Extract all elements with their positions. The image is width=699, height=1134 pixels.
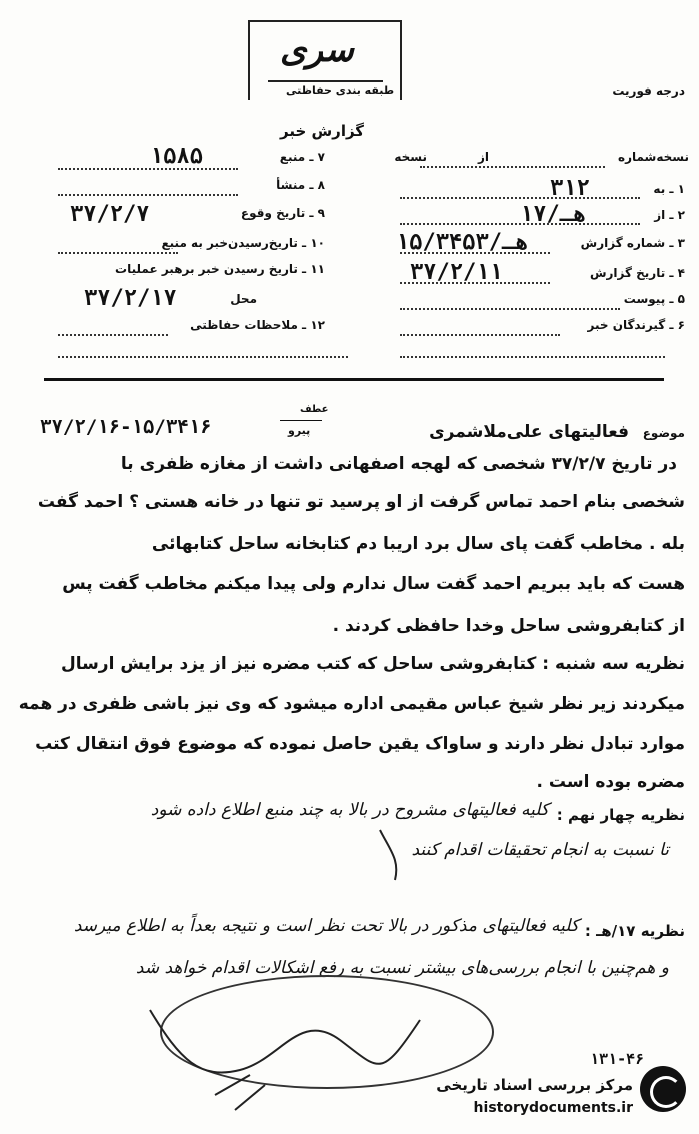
- field-location-label: محل: [230, 292, 257, 306]
- watermark-title: مرکز بررسی اسناد تاریخی: [436, 1076, 633, 1094]
- body-line-3: بله . مخاطب گفت پای سال برد اریبا دم کتابخانه ساحل کتابهائی: [151, 534, 685, 554]
- classification-label: طبقه بندی حفاظتی: [286, 84, 395, 97]
- opinion-five-label: نظریه ۱۷/هـ :: [584, 922, 685, 940]
- field-origin-label: ۸ ـ منشأ: [276, 178, 325, 192]
- copy-number-label: نسخه‌شماره: [618, 150, 689, 164]
- copy-label: نسخه: [394, 150, 427, 164]
- classification-stamp: [248, 20, 402, 100]
- subject-ref-bottom: پیرو: [288, 424, 311, 437]
- body-line-7: میکردند زیر نظر شیخ عباس مقیمی اداره میشود که وی نیز باشی ظفری در همه: [18, 694, 685, 714]
- field-to-label: ۱ ـ به: [653, 182, 685, 196]
- field-source-label: ۷ ـ منبع: [279, 150, 325, 164]
- priority-label: درجه فوریت: [612, 84, 685, 98]
- body-line-8: موارد تبادل نظر دارند و ساواک یقین حاصل نموده که موضوع فوق انتقال کتب: [35, 734, 685, 754]
- body-line-1: در تاریخ ۳۷/۲/۷ شخصی که لهجه اصفهانی داشت از مغازه ظفری با: [120, 454, 677, 474]
- body-line-6: نظریه سه شنبه : کتابفروشی ساحل که کتب مضره نیز از یزد برایش ارسال: [60, 654, 685, 674]
- classification-rule: [268, 80, 383, 82]
- copy-of-label: از: [477, 150, 489, 164]
- field-source-value: ۱۵۸۵: [150, 144, 203, 169]
- field-attachment-label: ۵ ـ پیوست: [623, 292, 685, 306]
- field-source-receipt-label: ۱۰ ـ تاریخ‌رسیدن‌خبر به منبع: [161, 236, 325, 250]
- field-security-remarks-label: ۱۲ ـ ملاحظات حفاظتی: [190, 318, 325, 332]
- body-line-5: از کتابفروشی ساحل وخدا حافظی کردند .: [332, 616, 685, 636]
- field-report-number-label: ۳ ـ شماره گزارش: [580, 236, 685, 250]
- subject-ref-value: ۳۷/۲/۱۶-۱۵/۳۴۱۶: [40, 416, 212, 438]
- field-to-value: ۳۱۲: [550, 176, 590, 201]
- field-event-date-value: ۳۷/۲/۷: [70, 202, 150, 227]
- field-operation-receipt-label: ۱۱ ـ تاریخ رسیدن خبر برهبر عملیات: [115, 262, 325, 276]
- field-report-date-value: ۳۷/۲/۱۱: [410, 260, 503, 285]
- opinion-five-line-2: و هم‌چنین با انجام بررسی‌های بیشتر نسبت به رفع اشکالات اقدام خواهد شد: [135, 958, 669, 978]
- subject-text: فعالیتهای علی‌ملاشمری: [429, 422, 629, 442]
- report-title: گزارش خبر: [280, 122, 365, 140]
- subject-ref-top: عطف: [300, 404, 329, 415]
- opinion-four-label: نظریه چهار نهم :: [556, 806, 685, 824]
- field-recipients-label: ۶ ـ گیرندگان خبر: [587, 318, 685, 332]
- document-code: ۱۳۱-۴۶: [590, 1050, 645, 1068]
- field-report-date-label: ۴ ـ تاریخ گزارش: [589, 266, 685, 280]
- oval-stamp: [160, 975, 494, 1089]
- field-location-value: ۳۷/۲/۱۷: [84, 286, 177, 311]
- body-line-9: مضره بوده است .: [536, 772, 685, 792]
- field-from-value: ۱۷/هـ: [520, 202, 587, 227]
- section-divider: [44, 378, 664, 381]
- opinion-four-line-2: تا نسبت به انجام تحقیقات اقدام کنند: [411, 840, 669, 860]
- body-line-2: شخصی بنام احمد تماس گرفت از او پرسید تو تنها در خانه هستی ؟ احمد گفت: [37, 492, 685, 512]
- opinion-five-line-1: کلیه فعالیتهای مذکور در بالا تحت نظر است و نتیجه بعداً به اطلاع میرسد: [73, 916, 579, 936]
- watermark-url: historydocuments.ir: [473, 1100, 633, 1116]
- opinion-four-line-1: کلیه فعالیتهای مشروح در بالا به چند منبع اطلاع داده شود: [150, 800, 549, 820]
- body-line-4: هست که باید ببریم احمد گفت سال ندارم ولی پیدا میکنم مخاطب گفت پس: [62, 574, 685, 594]
- watermark-logo-icon: [640, 1066, 686, 1112]
- field-from-label: ۲ ـ از: [654, 208, 685, 222]
- field-event-date-label: ۹ ـ تاریخ وقوع: [240, 206, 325, 220]
- classification-handwritten: سری: [280, 30, 354, 70]
- subject-label: موضوع: [642, 426, 685, 440]
- field-report-number-value: ۱۵/هـ/۳۴۵۳: [396, 230, 529, 255]
